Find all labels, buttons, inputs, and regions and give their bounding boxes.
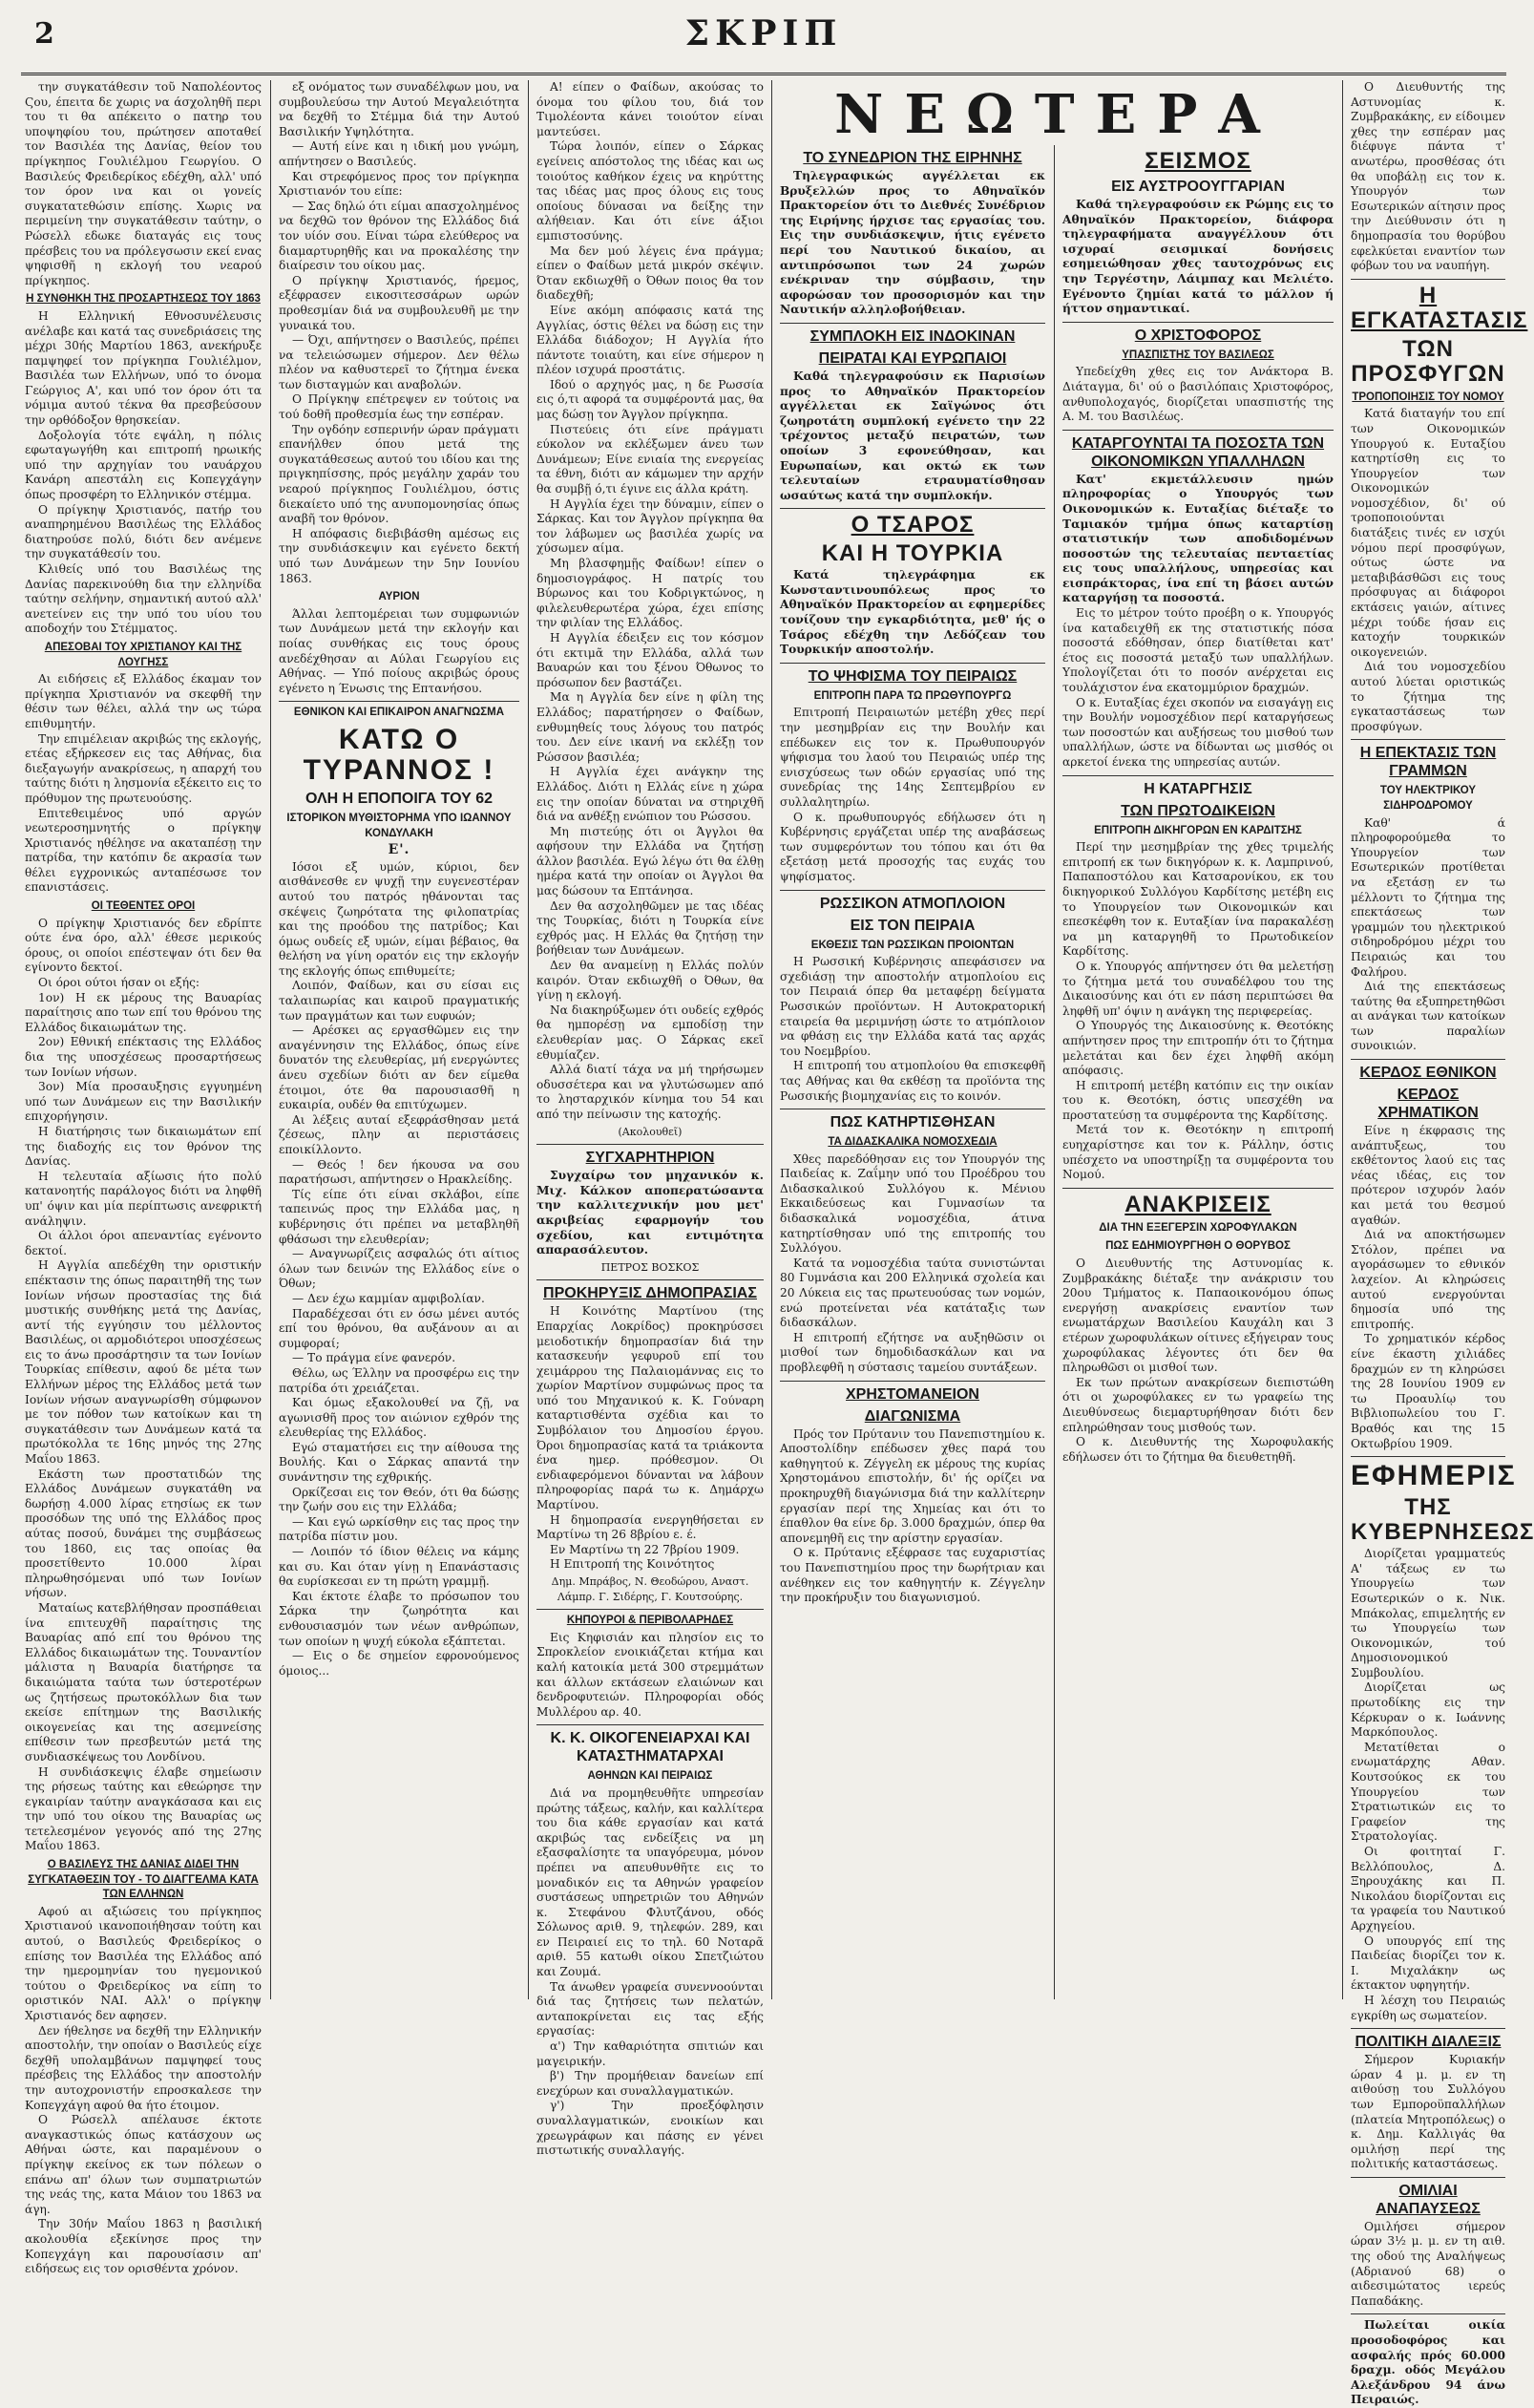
column-divider xyxy=(1342,80,1343,1999)
article-paragraph: Ο πρίγκηψ Χριστιανός, πατήρ του αναπηρημένου Βασιλέως της Ελλάδος διατηρούσε πολύ, διότι δεν ανέμενε την συγκατάθεσίν του. xyxy=(25,502,262,561)
article-paragraph: Μα δεν μού λέγεις ένα πράγμα; είπεν ο Φαίδων μετά μικρόν σκέψιν. Όταν εκδιωχθῆ ο Όθων ποιος θα τον διαδεχθῆ; xyxy=(536,243,764,303)
article-paragraph: Ιόσοι εξ υμών, κύριοι, δεν αισθάνεσθε εν ψυχῇ την ευγενεστέραν αυτού του πατρός ηθάνονται τας σκέψεις ζωηρότατα της φιλοπατρίας και της προόδου της πατρίδος; Και όμως ουδείς εξ υμών, είμαι βέβαιος, θα θελήση να γίνη ορατόν εις την εκλογήν της εκλογής όπως επιθυμείτε; xyxy=(279,859,519,978)
section-divider xyxy=(1351,2177,1505,2178)
article-paragraph: Αλλά διατί τάχα να μή τηρήσωμεν οδυσσέτερα και να γλυτώσωμεν από το λησταρχικόν κίνημα του 54 και από την πείνωσιν της κατοχής. xyxy=(536,1063,764,1121)
article-paragraph: Την επιμέλειαν ακριβώς της εκλογής, ετέας εξήρκεσεν εις τας Αθήνας, δια διεξαγωγήν ανακρίσεως, η απαρχή του ταύτης διότι η λησμονία εξέκειτο εις το πρόθυμον της πρωτευούσης. xyxy=(25,731,262,805)
article-paragraph: Η επιτροπή του ατμοπλοίου θα επισκεφθῆ τας Αθήνας και θα εκθέσῃ τα προϊόντα της Ρωσσικής βιομηχανίας εις το κοινόν. xyxy=(780,1059,1045,1103)
article-headline: ΤΗΣ ΚΥΒΕΡΝΗΣΕΩΣ xyxy=(1351,1494,1534,1546)
article-paragraph: Ομιλήσει σήμερον ώραν 3½ μ. μ. εν τη αιθ. της οδού της Αναλήψεως (Αδριανού 68) ο αιδεσιμώτατος ιερεύς Παπαδάκης. xyxy=(1351,2219,1505,2308)
article-headline: Ο ΒΑΣΙΛΕΥΣ ΤΗΣ ΔΑΝΙΑΣ ΔΙΔΕΙ ΤΗΝ ΣΥΓΚΑΤΑΘΕΣΙΝ ΤΟΥ - ΤΟ ΔΙΑΓΓΕΛΜΑ ΚΑΤΑ ΤΩΝ ΕΛΛΗΝΩΝ xyxy=(28,1859,259,1901)
section-divider xyxy=(536,1144,764,1145)
article-paragraph: — Εις ο δε σημείον εφρονούμενος όμοιος... xyxy=(279,1649,519,1678)
article-paragraph: Ο Ρώσελλ απέλαυσε έκτοτε αναγκαστικώς όπως κατάσχουν ως Αθήναι ώστε, και παραμένουν ο πρίγκηψ εκείνος εκ των πόλεων ο επάνω απ' όλων των συμπατριωτών της νεάς της, κατα Μάιον του 1863 να άγη. xyxy=(25,2113,262,2216)
article-paragraph: — Όχι, απήντησεν ο Βασιλεύς, πρέπει να τελειώσωμεν σήμερον. Δεν θέλω πλέον να καθυστερεῖ το ζήτημα ένεκα των δισταγμών και αναβολών. xyxy=(279,333,519,391)
article-paragraph: Καθά τηλεγραφούσιν εκ Ρώμης εις το Αθηναϊκόν Πρακτορείον, διάφορα τηλεγραφήματα αναγγέλλουν ότι ισχυραί σεισμικαί δονήσεις εσημειώθησαν χθες ταυτοχρόνως εις την Τεργέστην, Λάιμπαχ και Μελιέτο. Εγένοντο ζημίαι κατά το μάλλον ή ήττον σημαντικαί. xyxy=(1062,198,1334,316)
article-paragraph: Η Αγγλία έχει την δύναμιν, είπεν ο Σάρκας. Και τον Άγγλον πρίγκηπα θα τον λάβωμεν ως βασιλέα χωρίς να χύσωμεν αίμα. xyxy=(536,496,764,556)
article-paragraph: Οι όροι ούτοι ήσαν οι εξής: xyxy=(38,976,200,990)
article-paragraph: — Και εγώ ωρκίσθην εις τας προς την πατρίδα πίστιν μου. xyxy=(279,1514,519,1544)
article-headline: ΚΗΠΟΥΡΟΙ & ΠΕΡΙΒΟΛΑΡΗΔΕΣ xyxy=(566,1615,734,1627)
article-paragraph: Ο κ. Υπουργός απήντησεν ότι θα μελετήσῃ το ζήτημα μετά του συναδέλφου του της Δικαιοσύνης και ότι εν πάση περιπτώσει θα ληφθῆ υπ' όψιν η ανάγκη της περιφερείας. xyxy=(1062,959,1334,1018)
article-paragraph: Ο υπουργός επί της Παιδείας διορίζει τον κ. Ι. Μιχαλάκην ως έκτακτον υφηγητήν. xyxy=(1351,1933,1505,1993)
article-paragraph: — Αρέσκει ας εργασθῶμεν εις την αναγέννησιν της Ελλάδος, όπως είνε δυνατόν της ελευθερίας, μή ενεργώντες άνευ σχεδίων διότι αν δεν είμεθα έτοιμοι, ότε θα παρουσιασθῆ η ευκαιρία, ουδέν θα επιτύχωμεν. xyxy=(279,1024,519,1112)
article-headline: ΧΡΗΣΤΟΜΑΝΕΙΟΝ xyxy=(846,1385,979,1403)
page-number: 2 xyxy=(34,17,54,51)
article-paragraph: Εγώ σταματήσει εις την αίθουσα της Βουλής. Και ο Σάρκας απαντά την συνάντησιν της εχθρικής. xyxy=(279,1440,519,1485)
article-paragraph: — Αναγνωρίζεις ασφαλώς ότι αίτιος όλων των δεινών της Ελλάδος είνε ο Όθων; xyxy=(279,1247,519,1291)
article-paragraph: — Θεός ! δεν ήκουσα να σου παρατήσωσι, απήντησεν ο Ηρακλείδης. xyxy=(279,1157,519,1187)
article-paragraph: Η Κοινότης Μαρτίνου (της Επαρχίας Λοκρίδος) προκηρύσσει μειοδοτικήν δημοπρασίαν διά την κατασκευήν γεφυροῦ επί του χειμάρρου της Παλαιομάννας εις το χωρίον Μαρτίνον συμφώνως προς τα υπό του Μηχανικού κ. Κ. Γούναρη καταρτισθέντα σχέδια και το Συμβόλαιον του Δημοσίου έργου. Όροι δημοπρασίας κατά τα τριάκοντα ένα ημερ. πρόθεσμον. Οι ενδιαφερόμενοι δύνανται να λάβουν πληροφορίας παρά τω κ. Δημάρχω Μαρτίνου. xyxy=(536,1304,764,1512)
article-paragraph: Συγχαίρω τον μηχανικόν κ. Μιχ. Κάλκον αποπερατώσαντα την καλλιτεχνικήν μου μετ' ακριβείας εφαρμογήν του σχεδίου, και εντιμότητα απαρασάλευτον. xyxy=(536,1169,764,1257)
article-paragraph: Η επιτροπή εζήτησε να αυξηθῶσιν οι μισθοί των δημοδιδασκάλων και να προβλεφθῆ η σύστασις ταμείου συντάξεων. xyxy=(780,1330,1045,1374)
article-paragraph: 1ον) Η εκ μέρους της Βαυαρίας παραίτησις απο των επί του θρόνου της Ελλάδος δικαιωμάτων της. xyxy=(25,990,262,1034)
article-paragraph: Πωλείται οικία προσοδοφόρος και ασφαλής πρός 60.000 δραχμ. οδός Μεγάλου Αλεξάνδρου 94 άνω Πειραιώς. xyxy=(1351,2318,1505,2407)
article-paragraph: Διορίζεται γραμματεύς Α' τάξεως εν τω Υπουργείω των Εσωτερικών ο κ. Νικ. Μπάκολας, επιμελητής εν τω Υπουργείω των Οικονομικών, τού Δημοσιονομικού Συμβουλίου. xyxy=(1351,1547,1505,1679)
article-paragraph: Ο Διευθυντής της Αστυνομίας κ. Ζυμβρακάκης διέταξε την ανάκρισιν του 20ου Τμήματος κ. Παπαοικονόμου όπως ενεργήσῃ ανακρίσεις εναντίον των ενωματάρχων Βασιλείου Καυχάλη και 3 ετέρων χωροφυλάκων οίτινες εξήγειραν τους χωροφύλακας λέγοντες ότι δεν θα πληρωθῶσι οι μισθοί των. xyxy=(1062,1257,1334,1375)
article-headline: ΚΑΤΩ Ο ΤΥΡΑΝΝΟΣ ! xyxy=(303,723,495,786)
article-paragraph: Ο κ. Πρύτανις εξέφρασε τας ευχαριστίας του Πανεπιστημίου προς την δωρήτριαν και ανέθηκεν εις τον καθηγητήν κ. Ζέγγελην την προκήρυξιν του διαγωνισμού. xyxy=(780,1546,1045,1605)
article-paragraph: Υπεδείχθη χθες εις τον Ανάκτορα Β. Διάταγμα, δι' ού ο βασιλόπαις Χριστοφόρος, ανθυπολοχαγός, διορίζεται υπασπιστής της Α. Μ. του Βασιλέως. xyxy=(1062,365,1334,424)
article-paragraph: β') Την προμήθειαν δανείων επί ενεχύρων και συναλλαγματικών. xyxy=(536,2069,764,2098)
article-headline: ΔΙΑΓΩΝΙΣΜΑ xyxy=(864,1407,961,1425)
article-paragraph: Εις το μέτρον τούτο προέβη ο κ. Υπουργός ίνα καταδειχθῆ εκ της στατιστικής πόσα ποσοστά εδόθησαν, όπερ διατίθεται κατ' έτος εις ποσοστά μεταξύ των υπαλλήλων. Υπολογίζεται ότι το ποσόν ανέρχεται εις τουλάχιστον ένα εκατομμύριον δραχμών. xyxy=(1062,606,1334,695)
article-paragraph: Πιστεύεις ότι είνε πράγματι εύκολον να εκλέξωμεν άνευ των Δυνάμεων; Είνε ενιαία της ενεργείας τα έθνη, διότι αν κάμωμεν την αρχήν θα συμβῇ ό,τι έγινε εις άλλα κράτη. xyxy=(536,422,764,496)
article-paragraph: Ορκίζεσαι εις τον Θεόν, ότι θα δώσῃς την ζωήν σου εις την Ελλάδα; xyxy=(279,1485,519,1514)
article-paragraph: Η Αγγλία έδειξεν εις τον κόσμον ότι εκτιμᾶ την Ελλάδα, αλλά των Βαυαρών και του ξένου Όθωνος το πρόσωπον δεν βαστάζει. xyxy=(536,630,764,689)
article-paragraph: Αι ειδήσεις εξ Ελλάδος έκαμαν τον πρίγκηπα Χριστιανόν να σκεφθῆ την θέσιν των θέλει, αλλά την ως τώρα επιθυμητήν. xyxy=(25,672,262,730)
article-paragraph: Το χρηματικόν κέρδος είνε έκαστη χιλιάδες δραχμών εν τη κληρώσει της 28 Ιουνίου 1909 εν τω Προαυλίῳ του Βιβλιοπωλείου του Γ. Βραθός και της 15 Οκτωβρίου 1909. xyxy=(1351,1332,1505,1450)
article-headline: ΕΠΙΤΡΟΠΗ ΠΑΡΑ ΤΩ ΠΡΩΘΥΠΟΥΡΓΩ xyxy=(813,689,1012,702)
article-paragraph: Ο Υπουργός της Δικαιοσύνης κ. Θεοτόκης απήντησεν προς την επιτροπήν ότι το ζήτημα μελετάται και δεν έχει ληφθῆ ακόμη απόφασις. xyxy=(1062,1019,1334,1078)
section-divider xyxy=(1351,2028,1505,2029)
article-paragraph: — Σας δηλώ ότι είμαι απασχολημένος να δεχθῶ τον θρόνον της Ελλάδος διά τον υίόν σου. Είναι τώρα ελεύθερος να διαμαρτυρηθῆς και να προκαλέσης την διαίρεσιν του οίκου μας. xyxy=(279,199,519,273)
article-paragraph: Χθες παρεδόθησαν εις τον Υπουργόν της Παιδείας κ. Ζαΐμην υπό του Προέδρου του Διδασκαλικού Συλλόγου κ. Μένιου Εκκαιδεύσεως και Γυμνασίων τα διδασκαλικά νομοσχέδια, άτινα κατηρτίσθησαν υπό της επιτροπής του Συλλόγου. xyxy=(780,1151,1045,1256)
article-paragraph: Οι άλλοι όροι απεναντίας εγένοντο δεκτοί. xyxy=(25,1229,262,1257)
article-paragraph: Είνε η έκφρασις της ανάπτυξεως, του εκθέτοντος λαού εις τας νέας ιδέας, εις τον πρότερον ισχυρόν λαόν και μετά του θεσμού αγαθών. xyxy=(1351,1124,1505,1227)
column-3 xyxy=(536,80,764,2158)
section-divider xyxy=(1062,775,1334,776)
section-divider xyxy=(780,890,1045,891)
article-paragraph: Λοιπόν, Φαίδων, και συ είσαι εις ταλαιπωρίας και καιροῦ πραγματικής των πραγμάτων και των ευφυών; xyxy=(279,979,519,1023)
article-signature: ΠΕΤΡΟΣ ΒΟΣΚΟΣ xyxy=(600,1260,700,1274)
article-paragraph: Κατά τηλεγράφημα εκ Κωνσταντινουπόλεως προς το Αθηναϊκόν Πρακτορείον αι εφημερίδες τονίζουν την εγκαρδιότητα, μεθ' ής ο Τσάρος εδέχθη την Λεδόζεαν του Τουρκικήν αποστολήν. xyxy=(780,568,1045,657)
article-paragraph: Κατά διαταγήν του επί των Οικονομικών Υπουργού κ. Ευταξίου κατηρτίσθη εις το Υπουργείον των Οικονομικών νομοσχέδιον, δι' ού τροποποιούνται διατάξεις τινές εν ισχύι νόμου περί προσφύγων, ούτως ώστε να μεταβιβάσθῶσι εις τους πρόσφυγας αι διάφοροι εκτάσεις γαιών, αίτινες μέχρι τούδε ήσαν εις κατοχήν τουρκικών οικογενειών. xyxy=(1351,407,1505,659)
column-divider xyxy=(771,80,772,1999)
section-divider xyxy=(1062,1188,1334,1189)
column-divider xyxy=(1054,145,1055,1999)
article-paragraph: Κλιθείς υπό του Βασιλέως της Δανίας παρεκινούθη δια την ελληνίδα ταύτην σελήνην, σημαντική αυτού αλλ' ανετείνεν εις την υπό του υίου του αποδοχήν του Στέμματος. xyxy=(25,562,262,636)
article-headline: ΔΙΑ ΤΗΝ ΕΞΕΓΕΡΣΙΝ ΧΩΡΟΦΥΛΑΚΩΝ xyxy=(1099,1221,1297,1234)
article-headline: ΑΥΡΙΟΝ xyxy=(378,591,420,603)
serial-installment: Ε'. xyxy=(388,842,410,858)
article-paragraph: Μετά τον κ. Θεοτόκην η επιτροπή ευηχαρίστησε και τον κ. Ράλλην, όστις υπέσχετο να υποστηρίξῃ τα συμφέροντα του Νομού. xyxy=(1062,1123,1334,1182)
section-divider xyxy=(536,1609,764,1610)
article-headline: ΥΠΑΣΠΙΣΤΗΣ ΤΟΥ ΒΑΣΙΛΕΩΣ xyxy=(1122,349,1274,361)
column-5 xyxy=(1062,145,1334,1999)
article-headline: Η ΕΓΚΑΤΑΣΤΑΣΙΣ xyxy=(1351,282,1528,333)
article-paragraph: Δεν θα αναμείνῃ η Ελλάς πολύν καιρόν. Όταν εκδιωχθῆ ο Όθων, θα γίνῃ η εκλογή. xyxy=(536,959,764,1003)
article-headline: ΠΟΛΙΤΙΚΗ ΔΙΑΛΕΞΙΣ xyxy=(1355,2034,1502,2051)
article-paragraph: Ο Διευθυντής της Αστυνομίας κ. Ζυμβρακάκης, εν είδοιμεν χθες την εσπέραν μας διέφυγε πάντα τ' ανωτέρω, προσθέσας ότι θα υποβάλῃ εις τον κ. Υπουργόν των Εσωτερικών αίτησιν προς την Διεύθυνσιν ότι η δημοπρασία του θορύβου εφελκύεται εναντίον των φόβων του να ναυπήγη. xyxy=(1351,80,1505,273)
article-headline: Ο ΧΡΙΣΤΟΦΟΡΟΣ xyxy=(1134,327,1262,344)
section-divider xyxy=(1351,1059,1505,1060)
article-paragraph: Θέλω, ως Έλλην να προσφέρω εις την πατρίδα ότι χρειάζεται. xyxy=(279,1365,519,1395)
article-headline: Κ. Κ. ΟΙΚΟΓΕΝΕΙΑΡΧΑΙ ΚΑΙ ΚΑΤΑΣΤΗΜΑΤΑΡΧΑΙ xyxy=(550,1730,750,1765)
article-paragraph: α') Την καθαριότητα σπιτιών και μαγειρικήν. xyxy=(536,2039,764,2068)
article-paragraph: Ο κ. Διευθυντής της Χωροφυλακής εδήλωσεν ότι το ζήτημα θα διευθετηθῆ. xyxy=(1062,1435,1334,1464)
article-paragraph: Η Ελληνική Εθνοσυνέλευσις ανέλαβε και κατά τας συνεδριάσεις της μέχρι 30ής Μαρτίου 1863, ανεκήρυξε παμψηφεί τον πρίγκηπα Γουλιέλμον, Βασιλέα των Ελλήνων, υπό το όνομα Γεώργιος Α', και υπό τον όρον ότι τα νόμιμα αυτού τέκνα θα πρεσβεύσουν την ορθόδοξον θρησκείαν. xyxy=(25,308,262,428)
section-divider xyxy=(536,1279,764,1280)
article-paragraph: Εν Μαρτίνω τη 22 7βρίου 1909. xyxy=(550,1542,740,1556)
article-headline: ΡΩΣΣΙΚΟΝ ΑΤΜΟΠΛΟΙΟΝ xyxy=(819,895,1006,912)
article-paragraph: Επιτεθειμένος υπό αργών νεωτεροσημνητής ο πρίγκηψ Χριστιανός ηθέλησε να ακαταπέσῃ την πατρίδα, την κατόπιν δε ακρασία των θέλει εγχρονικώς ανταπέσωσε τον επανιστάσεις. xyxy=(25,806,262,895)
article-paragraph: Κατ' εκμετάλλευσιν ημών πληροφορίας ο Υπουργός των Οικονομικών κ. Ευταξίας διέταξε το Ταμιακόν τμήμα όπως καταρτίσῃ στατιστικήν των αποδιδομένων ποσοστών της τελευταίας πενταετίας εις τους υπαλλήλους, υπηρεσίας και εισπράκτορας, ίνα επί τη βάσει αυτών καταργήσῃ τα ποσοστά. xyxy=(1062,472,1334,605)
article-paragraph: Μη βλασφημῇς Φαίδων! είπεν ο δημοσιογράφος. Η πατρίς του Βύρωνος και του Κοδριγκτώνος, η φιλελευθερωτέρα χώρα, έχει επίσης την φιλίαν της Ελλάδος. xyxy=(536,557,764,630)
article-paragraph: Διά του νομοσχεδίου αυτού λύεται οριστικώς το ζήτημα της εγκαταστάσεως των προσφύγων. xyxy=(1351,660,1505,733)
column-divider xyxy=(528,80,529,1999)
article-headline: ΕΚΘΕΣΙΣ ΤΩΝ ΡΩΣΣΙΚΩΝ ΠΡΟΙΟΝΤΩΝ xyxy=(810,939,1015,951)
article-paragraph: την συγκατάθεσιν τοῦ Ναπολέοντος Ϛου, έπειτα δε χωρις να άσχοληθῆ περι του τι θα απέκειτο ο πατηρ του υποψηφίου του, πρώτησεν αποταθεί τον Βασιλέα της Δανίας, θείον του πρίγκηπος Γουλιέλμου Γεωργίου. Ο Βασιλεύς Φρειδερίκος εδέχθη, αλλ' υπό τον όρον ινα και οι γονείς συγκατατεθώσιν επίσης. Χωρις να περιμείνη την συγκατάθεσιν ταύτην, ο Ρώσελλ εδωκε διαταγάς εις τους πρέσβεις του να πρόλεγσωσιν εκεί ενας ψηφισθῆ η εκλογή του νεαρού πρίγκηπος. xyxy=(25,80,262,287)
column-4 xyxy=(780,145,1045,1999)
article-paragraph: Η λέσχη του Πειραιώς εγκρίθη ως σωματείον. xyxy=(1351,1993,1505,2022)
article-headline: ΤΡΟΠΟΠΟΙΗΣΙΣ ΤΟΥ ΝΟΜΟΥ xyxy=(1352,391,1504,403)
article-headline: Η ΚΑΤΑΡΓΗΣΙΣ xyxy=(1144,780,1252,797)
article-headline: ΤΟ ΨΗΦΙΣΜΑ ΤΟΥ ΠΕΙΡΑΙΩΣ xyxy=(808,667,1018,685)
article-headline: ΟΛΗ Η ΕΠΟΠΟΙΓΑ ΤΟΥ 62 xyxy=(305,790,494,807)
section-divider xyxy=(1351,279,1505,280)
article-paragraph: Μα η Αγγλία δεν είνε η φίλη της Ελλάδος; παρατήρησεν ο Φαίδων, ενθυμηθείς τους λόγους του πατρός του. Δεν είνε ικανή να εκλέξῃ τον Ρώσσον βασιλέα; xyxy=(536,690,764,764)
article-paragraph: Η δημοπρασία ενεργηθήσεται εν Μαρτίνω τη 26 8βρίου ε. έ. xyxy=(536,1512,764,1542)
column-2 xyxy=(279,80,519,1999)
article-paragraph: Αφού αι αξιώσεις του πρίγκηπος Χριστιανού ικανοποιήθησαν τούτη και αυτού, ο Βασιλεύς Φρειδερίκος ο επίσης τον Βασιλέα της Ελλάδος από την ημερομηνίαν του ηγεμονικού τούτου ο Φρειδερίκος να είπη το οριστικόν ΝΑΙ. Αλλ' ο πρίγκηψ Χριστιανός δεν αφησεν. xyxy=(25,1904,262,2022)
article-headline: ΚΕΡΔΟΣ ΕΘΝΙΚΟΝ xyxy=(1359,1065,1497,1082)
article-headline: ΤΑ ΔΙΔΑΣΚΑΛΙΚΑ ΝΟΜΟΣΧΕΔΙΑ xyxy=(828,1136,998,1149)
article-paragraph: Σήμερον Κυριακήν ώραν 4 μ. μ. εν τη αιθούσῃ του Συλλόγου των Εμποροϋπαλλήλων (πλατεία Μητροπόλεως) ο κ. Δημ. Καλλιγάς θα ομιλήσῃ περί της πολιτικής καταστάσεως. xyxy=(1351,2053,1505,2171)
section-divider xyxy=(1351,1456,1505,1457)
article-paragraph: Μετατίθεται ο ενωματάρχης Αθαν. Κουτσούκος εκ του Υπουργείου των Στρατιωτικών εις το Γραφείον της Στρατολογίας. xyxy=(1351,1740,1505,1844)
neotera-banner: ΝΕΩΤΕΡΑ xyxy=(834,83,1281,146)
section-divider xyxy=(1351,739,1505,740)
article-paragraph: Η διατήρησις των δικαιωμάτων επί της διαδοχής εις τον θρόνον της Δανίας. xyxy=(25,1124,262,1169)
article-paragraph: γ') Την προεξόφλησιν συναλλαγματικών, ενοικίων και χρεωγράφων και πάσης εν γένει πιστωτικής συναλλαγής. xyxy=(536,2099,764,2158)
article-headline: ΚΑΤΑΡΓΟΥΝΤΑΙ ΤΑ ΠΟΣΟΣΤΑ ΤΩΝ ΟΙΚΟΝΟΜΙΚΩΝ ΥΠΑΛΛΗΛΩΝ xyxy=(1071,434,1325,470)
article-paragraph: Η Ρωσσική Κυβέρνησις απεφάσισεν να σχεδιάσῃ την αποστολήν ατμοπλοίου εις τον Πειραιά όπερ θα μεταφέρῃ δείγματα Ρωσσικών προϊόντων. Η Αυτοκρατορική εταιρεία θα μεριμνήσῃ ώστε το ατμόπλοιον να φθάσῃ εις την Ελλάδα κατά τας αρχάς του Νοεμβρίου. xyxy=(780,955,1045,1058)
article-paragraph: Την ογδόην εσπερινήν ώραν πράγματι επανήλθεν όπου μετά της συγκατάθεσεως αυτού του ιδίου και της πριγκηπίσσης, πρός μεγάλην χαράν του νεαρού πρίγκηπος Γουλιέλμου, όστις διεκαίετο υπό της ανυπομονησίας όπως αναβῆ τον θρόνον. xyxy=(279,422,519,526)
article-headline: ΕΙΣ ΑΥΣΤΡΟΟΥΓΓΑΡΙΑΝ xyxy=(1111,179,1285,195)
article-paragraph: 3ον) Μία προσαυξησις εγγυημένη υπό των Δυνάμεων εις την Βασιλικήν επιχορήγησιν. xyxy=(25,1080,262,1124)
article-paragraph: Τώρα λοιπόν, είπεν ο Σάρκας εγείνεις απόστολος της ιδέας και ως τοιούτος καθήκον έχεις να κηρύττης τας ιδέας μας προς όλους εις τους οποίους δύνασαι να δείξης την αλήθειαν. Και ότι είνε άξιοι εμπιστοσύνης. xyxy=(536,139,764,243)
article-headline: ΠΡΟΚΗΡΥΞΙΣ ΔΗΜΟΠΡΑΣΙΑΣ xyxy=(543,1285,757,1302)
article-headline: ΠΩΣ ΚΑΤΗΡΤΙΣΘΗΣΑΝ xyxy=(830,1114,996,1131)
article-paragraph: Εκ των πρώτων ανακρίσεων διεπιστώθη ότι οι χωροφύλακες εν τω γραφείω της Διευθύνσεως διεμαρτυρήθησαν διότι δεν επληρώθησαν τους μισθούς των. xyxy=(1062,1375,1334,1434)
article-paragraph: Μη πιστεύῃς ότι οι Άγγλοι θα αφήσουν την Ελλάδα να ζητήσῃ άλλον βασιλέα. Εγώ λέγω ότι θα έλθῃ ημέρα κατά την οποίαν οι Άγγλοι θα μας δώσουν τα Επτάνησα. xyxy=(536,824,764,898)
article-paragraph: Τίς είπε ότι είναι σκλάβοι, είπε ταπεινώς προς την Ελλάδα μας, η κυβέρνησις ότι πρέπει να μεταβληθῆ φθάσωσι την ελευθερίαν; xyxy=(279,1187,519,1246)
column-1 xyxy=(25,80,262,2276)
article-headline: ΕΙΣ ΤΟΝ ΠΕΙΡΑΙΑ xyxy=(850,917,976,934)
article-paragraph: Διά να αποκτήσωμεν Στόλον, πρέπει να αγοράσωμεν το εθνικόν λαχείον. Αι κληρώσεις αυτού ενεργούνται δημοσία υπό της επιτροπής. xyxy=(1351,1228,1505,1331)
section-divider xyxy=(536,1724,764,1725)
article-paragraph: Επιτροπή Πειραιωτών μετέβη χθες περί την μεσημβρίαν εις την Βουλήν και επέδωκεν εις τον κ. Πρωθυπουργόν ψήφισμα του λαού του Πειραιώς υπέρ της ενισχύσεως των οδών εργασίας υπό της συνεδρίας της 14ης Σεπτεμβρίου εν συλλαλητηρίω. xyxy=(780,706,1045,809)
article-paragraph: 2ον) Εθνική επέκτασις της Ελλάδος δια της υποσχέσεως προσαρτήσεως των Ιονίων νήσων. xyxy=(25,1035,262,1079)
article-paragraph: Και όμως εξακολουθεί να ζῇ, να αγωνισθῆ προς τον αιώνιον εχθρόν της ελευθερίας της Ελλάδος. xyxy=(279,1396,519,1440)
article-paragraph: Η Επιτροπή της Κοινότητος xyxy=(550,1557,715,1572)
article-paragraph: Είνε ακόμη απόφασις κατά της Αγγλίας, όστις θέλει να δώσῃ εις την Ελλάδα διάδοχον; Η Αγγλία ήτο πάντοτε τοιαύτη, και είνε σήμερον η πλέον ισχυρά προστάτις. xyxy=(536,303,764,377)
section-divider xyxy=(780,1381,1045,1382)
article-paragraph: Καθά τηλεγραφούσιν εκ Παρισίων προς το Αθηναϊκόν Πρακτορείον αγγέλλεται εκ Σαϊγώνος ότι ζωηροτάτη συμπλοκή εγένετο την 22 τρέχοντος μεταξύ πειρατών, των οποίων 3 εφονεύθησαν, και Ευρωπαίων, και οκτώ εκ των τελευταίων ετραυματίσθησαν ωσαύτως κατά την συμπλοκήν. xyxy=(780,369,1045,502)
article-paragraph: Ματαίως κατεβλήθησαν προσπάθειαι ίνα επιτευχθῆ παραίτησις της Βαυαρίας από επί του θρόνου της Ελλάδος δικαιωμάτων της. Τουναντίον μάλιστα η Βαυαρία διατήρησε τα δικαιώματα ταύτα των ύστεροτέρων ως ζητήσεως πρωτοκόλλων δια των εκείσε επίτημων της Βασιλικής οικογενείας και της ασεμνείσης επίθεσιν των πρεσβευτών μετά της συνδιασκέψεως του Λονδίνου. xyxy=(25,1600,262,1764)
article-paragraph: — Αυτή είνε και η ιδική μου γνώμη, απήντησεν ο Βασιλεύς. xyxy=(279,139,519,168)
article-paragraph: Δεν ήθελησε να δεχθῆ την Ελληνικήν αποστολήν, την οποίαν ο Βασιλεύς είχε δεχθῆ υπολαμβάνων παμψηφεί τους πρέσβεις της Ελλάδος την αποστολήν την αυτοχρονιστήν επροσκαλεσε την Κοπεγχάγη αφού θα ήτο έτοιμον. xyxy=(25,2023,262,2112)
article-paragraph: Η επιτροπή μετέβη κατόπιν εις την οικίαν του κ. Θεοτόκη, όστις υπεσχέθη να προστατεύσῃ τα συμφέροντα της Καρδίτσης. xyxy=(1062,1078,1334,1122)
article-headline: ΤΩΝ ΠΡΟΣΦΥΓΩΝ xyxy=(1351,335,1505,387)
article-paragraph: Δεν θα ασχοληθῶμεν με τας ιδέας της Τουρκίας, διότι η Τουρκία είνε εχθρός μας. Η Ελλάς θα ζητήσῃ την βοήθειαν των Δυνάμεων. xyxy=(536,898,764,958)
article-paragraph: Η συνδιάσκεψις έλαβε σημείωσιν της ρήσεως ταύτης και εθεώρησε την εγκαιρίαν ταύτην αναγκάσασα και εις την υπό του οίκου της Βαυαρίας ως τετελεσμένον γεγονός από της 27ης Μαΐου 1863. xyxy=(25,1764,262,1853)
article-paragraph: Α! είπεν ο Φαίδων, ακούσας το όνομα του φίλου του, διά τον Τιμολέοντα κάνει τοιούτον είναι μαντεύσει. xyxy=(536,80,764,138)
article-headline: ΠΕΙΡΑΤΑΙ ΚΑΙ ΕΥΡΩΠΑΙΟΙ xyxy=(818,349,1007,367)
column-6 xyxy=(1351,80,1534,2407)
article-paragraph: εξ ονόματος των συναδέλφων μου, να συμβουλεύσω την Αυτού Μεγαλειότητα να δεχθῆ το Στέμμα διά την Αυτού Βασιλικήν Υψηλότητα. xyxy=(279,80,519,138)
masthead xyxy=(21,8,1506,69)
article-paragraph: — Το πράγμα είνε φανερόν. xyxy=(292,1351,456,1365)
article-paragraph: Η απόφασις διεβιβάσθη αμέσως εις την συνδιάσκεψιν και εγένετο δεκτή υπό των Δυνάμεων την 5ην Ιουνίου 1863. xyxy=(279,526,519,585)
article-paragraph: Ο πρίγκηψ Χριστιανός δεν εδρίπτε ούτε ένα όρο, αλλ' έθεσε μερικούς όρους, οι οποίοι επέστεψαν ότι δεν θα εγίνοντο δεκτοί. xyxy=(25,916,262,975)
article-headline: ΑΠΕΣΟΒΑΙ ΤΟΥ ΧΡΙΣΤΙΑΝΟΥ ΚΑΙ ΤΗΣ ΛΟΥΓΗΣΣ xyxy=(44,641,242,668)
article-paragraph: Άλλαι λεπτομέρειαι των συμφωνιών των Δυνάμεων μετά την εκλογήν και ποίας συνθήκας εις τους όρους ανεδέχθησαν αι Αύλαι Γεωργίου εις Αθήνας. — Υπό ποίους ακριβώς όρους εγένετο η Ένωσις της Επτανήσου. xyxy=(279,606,519,695)
article-paragraph: — Δεν έχω καμμίαν αμφιβολίαν. xyxy=(292,1291,485,1305)
section-divider xyxy=(279,701,519,702)
article-headline: ΠΩΣ ΕΔΗΜΙΟΥΡΓΗΘΗ Ο ΘΟΡΥΒΟΣ xyxy=(1105,1240,1291,1253)
article-headline: Η ΣΥΝΘΗΚΗ ΤΗΣ ΠΡΟΣΑΡΤΗΣΕΩΣ ΤΟΥ 1863 xyxy=(26,293,261,306)
article-headline: ΤΟ ΣΥΝΕΔΡΙΟΝ ΤΗΣ ΕΙΡΗΝΗΣ xyxy=(803,150,1022,166)
article-headline: ΕΦΗΜΕΡΙΣ xyxy=(1351,1460,1517,1492)
article-headline: ΕΘΝΙΚΟΝ ΚΑΙ ΕΠΙΚΑΙΡΟΝ ΑΝΑΓΝΩΣΜΑ xyxy=(293,707,505,719)
article-headline: ΣΥΜΠΛΟΚΗ ΕΙΣ ΙΝΔΟΚΙΝΑΝ xyxy=(809,327,1016,345)
article-signature: (Ακολουθεῖ) xyxy=(618,1125,683,1138)
column-divider xyxy=(270,80,271,1999)
article-paragraph: Η Αγγλία απεδέχθη την οριστικήν επέκτασιν της όπως παραιτηθῆ της των Ιονίων νήσων προστασίας της διά μυστικής συνθήκης μετά της Δανίας, αντί τής εγγύησιν του μέλλοντος Βασιλέως, οι αρμοδιότεροι υποσχέσεως εις το άνω προσάρτησιν τα των Ιονίων Τουρκίας επίθεσιν, αφού δε μέτα των Ελλήνων μέρος της Ελλάδος μετά των Ιονίων νήσων αναγνωρίσθη σύμφωνον με τον πόθον των κατοίκων και τη συγκατάθεσιν των Δυνάμεων κατά τα πρωτόκολλα τε 16ης μηνός της 27ης Μαΐου 1863. xyxy=(25,1258,262,1467)
masthead-rule xyxy=(21,73,1506,75)
article-paragraph: Ο πρίγκηψ Χριστιανός, ήρεμος, εξέφρασεν εικοσιτεσσάρων ωρών προθεσμίαν διά να συμβουλευθῆ με την γυναικά του. xyxy=(279,273,519,332)
article-headline: ΣΕΙΣΜΟΣ xyxy=(1145,148,1251,174)
article-paragraph: Εκάστη των προστατιδών της Ελλάδος Δυνάμεων συγκατάθη να δωρήσῃ 4.000 λίρας ετησίως εκ των προσόδων της υπό της Ελλάδος προς αύτας ποσού, δυνάμει της συμβάσεως του 1860, εις τας οποίας θα προσετίθεντο 10.000 λίραι πληρωθησόμεναι υπό των Ιονίων νήσων. xyxy=(25,1467,262,1600)
article-paragraph: Ο κ. πρωθυπουργός εδήλωσεν ότι η Κυβέρνησις εργάζεται υπέρ της αναβάσεως των συμφερόντων του τόπου και ότι θα εξετάσῃ μετά προσοχής τας ευχάς του ψηφίσματος. xyxy=(780,810,1045,883)
article-headline: ΤΟΥ ΗΛΕΚΤΡΙΚΟΥ ΣΙΔΗΡΟΔΡΟΜΟΥ xyxy=(1379,785,1477,812)
article-paragraph: Παραδέχεσαι ότι εν όσω μένει αυτός επί του θρόνου, θα αυξάνουν αι αι συμφοραί; xyxy=(279,1306,519,1350)
newspaper-title: ΣΚΡΙΠ xyxy=(684,13,843,53)
article-headline: ΚΑΙ Η ΤΟΥΡΚΙΑ xyxy=(821,540,1004,567)
article-paragraph: Διορίζεται ως πρωτοδίκης εις την Κέρκυραν ο κ. Ιωάννης Μαρκόπουλος. xyxy=(1351,1680,1505,1740)
article-paragraph: Και στρεφόμενος προς τον πρίγκηπα Χριστιανόν του είπε: xyxy=(279,169,519,199)
article-signature: Δημ. Μπράβος, Ν. Θεοδώρου, Αναστ. Λάμπρ. Γ. Σιδέρης, Γ. Κουτσούρης. xyxy=(551,1575,749,1603)
article-paragraph: Διά να προμηθευθῆτε υπηρεσίαν πρώτης τάξεως, καλήν, και καλλίτερα του δια κάθε εργασίαν και κατά ακριβώς τας ενδείξεις να μη εξασφαλίσητε τα υπαγόρευμα, μόνον πρέπει να απευθυνθῆτε εις το μοναδικόν εις τα Αθηνών γραφείον συστάσεως υπηρετριῶν του Αθηνών κ. Στεφάνου Φλυτζάνου, οδός Σόλωνος αριθ. 9, τηλεφών. 289, και εν Πειραιεί εις το τηλ. 60 Νοταρᾶ αριθ. 55 κατωθι οίκου Σπετζιώτου και Ζουμά. xyxy=(536,1785,764,1979)
article-headline: ΕΠΙΤΡΟΠΗ ΔΙΚΗΓΟΡΩΝ ΕΝ ΚΑΡΔΙΤΣΗΣ xyxy=(1094,824,1302,836)
article-headline: ΙΣΤΟΡΙΚΟΝ ΜΥΘΙΣΤΟΡΗΜΑ ΥΠΟ ΙΩΑΝΝΟΥ ΚΟΝΔΥΛΑΚΗ xyxy=(286,812,512,839)
section-divider xyxy=(1062,322,1334,323)
article-paragraph: Ιδού ο αρχηγός μας, η δε Ρωσσία εις ό,τι αφορά τα συμφέροντά μας, θα μας δώσῃ τον Άγγλον πρίγκηπα. xyxy=(536,377,764,422)
article-headline: ΟΙ ΤΕΘΕΝΤΕΣ ΟΡΟΙ xyxy=(91,900,196,913)
article-headline: ΚΕΡΔΟΣ ΧΡΗΜΑΤΙΚΟΝ xyxy=(1377,1087,1479,1122)
article-paragraph: Διά της επεκτάσεως ταύτης θα εξυπηρετηθῶσι αι ανάγκαι των κατοίκων των παραλίων συνοικιών. xyxy=(1351,980,1505,1053)
article-headline: Ο ΤΣΑΡΟΣ xyxy=(851,512,975,539)
article-headline: ΑΝΑΚΡΙΣΕΙΣ xyxy=(1124,1191,1271,1217)
article-paragraph: — Λοιπόν τό ίδιον θέλεις να κάμης και συ. Και όταν γίνῃ η Επανάστασις θα ευρίσκεσαι εν τη πρώτη γραμμῇ. xyxy=(279,1545,519,1589)
article-paragraph: Δοξολογία τότε εψάλη, η πόλις εφωταγωγήθη και επιτροπή ηρωικής υπό την αρχηγίαν του ναυάρχου Κανάρη απεστάλη εις Κοπεγχάγην όπως προσφέρη το Ελληνικόν στέμμα. xyxy=(25,428,262,502)
article-headline: ΣΥΓΧΑΡΗΤΗΡΙΟΝ xyxy=(585,1150,715,1167)
article-paragraph: Την 30ήν Μαΐου 1863 η βασιλική ακολουθία εξεκίνησε προς την Κοπεγχάγη και παρουσίασιν απ' ειδήσεως εις τον ορισθέντα χρόνον. xyxy=(25,2217,262,2276)
section-divider xyxy=(1062,430,1334,431)
article-paragraph: Κατά τα νομοσχέδια ταύτα συνιστώνται 80 Γυμνάσια και 200 Ελληνικά σχολεία και 20 Λύκεια εις τας πρωτευούσας των νομών, ενώ προτείνεται νέα κατάταξις των διδασκάλων. xyxy=(780,1256,1045,1330)
section-divider xyxy=(1351,2313,1505,2314)
section-divider xyxy=(780,508,1045,509)
section-divider xyxy=(780,663,1045,664)
article-paragraph: Πρός τον Πρύτανιν του Πανεπιστημίου κ. Αποστολίδην επέδωσεν χθες παρά του καθηγητού κ. Ζέγγελη εκ μέρους της κυρίας Χρηστομάνου επιστολήν, δι' ής ορίζει να προκηρυχθῆ διαγώνισμα διά την καλλίτερην εργασίαν περί της Χημείας και ότι το έπαθλον θα είνε δρ. 3.000 δραχμών, όπερ θα απονεμηθῆ εις την αρίστην εργασίαν. xyxy=(780,1426,1045,1545)
article-paragraph: Οι φοιτηταί Γ. Βελλόπουλος, Δ. Ξηρουχάκης και Π. Νικολάου διορίζονται εις τα γραφεία του Ναυτικού Αρχηγείου. xyxy=(1351,1845,1505,1933)
article-paragraph: Καθ' ά πληροφορούμεθα το Υπουργείον των Εσωτερικών προτίθεται να εξετάσῃ εν τω μέλλοντι το ζήτημα της επεκτάσεως των γραμμών του ηλεκτρικού σιδηροδρόμου μέχρι του Πειραιώς και του Φαλήρου. xyxy=(1351,815,1505,979)
article-paragraph: Και έκτοτε έλαβε το πρόσωπον του Σάρκα την ζωηρότητα και ενθουσιασμόν των νέων ανθρώπων, των οποίων η ψυχή εύκολα εξάπτεται. xyxy=(279,1589,519,1648)
article-paragraph: Τηλεγραφικώς αγγέλλεται εκ Βρυξελλών προς το Αθηναϊκόν Πρακτορείον ότι το Διεθνές Συνέδριον της Ειρήνης ήρχισε τας εργασίας του. Εις την συνδιάσκεψιν, ήτις εγένετο περί του Ναυτικού δικαίου, αι αντιπρόσωποι των 24 χωρών ενέκριναν την σύμβασιν, την αφορώσαν τον προσορισμόν και την Ναυτικήν αλληλοβοήθειαν. xyxy=(780,169,1045,317)
article-paragraph: Περί την μεσημβρίαν της χθες τριμελής επιτροπή εκ των δικηγόρων κ. κ. Λαμπρινού, Παπαποστόλου και Κατσαρονίκου, εκ του δικηγορικού Συλλόγου Καρδίτσης μετέβη εις το Υπουργείον των Οικονομικών και επεσκέφθη τον κ. Ευταξίαν ίνα παρακαλέσῃ να μη καταργηθῆ το Πρωτοδικείον Καρδίτσης. xyxy=(1062,840,1334,959)
article-headline: Η ΕΠΕΚΤΑΣΙΣ ΤΩΝ ΓΡΑΜΜΩΝ xyxy=(1359,745,1497,780)
article-paragraph: Να διακηρύξωμεν ότι ουδείς εχθρός θα ημπορέσῃ να εμποδίσῃ την ελευθερίαν μας. Ο Σάρκας εκεῖ εθυμίαζεν. xyxy=(536,1003,764,1062)
article-paragraph: Ο κ. Ευταξίας έχει σκοπόν να εισαγάγῃ εις την Βουλήν νομοσχέδιον περί καταργήσεως των ποσοστών και αυξήσεως του μισθού των υπαλλήλων, ώστε να δίδωνται ως μισθός οι αρκετοί ένεκα της υπηρεσίας αυτών. xyxy=(1062,695,1334,769)
article-headline: ΤΩΝ ΠΡΩΤΟΔΙΚΕΙΩΝ xyxy=(1121,802,1275,819)
section-divider xyxy=(780,323,1045,324)
article-headline: ΑΘΗΝΩΝ ΚΑΙ ΠΕΙΡΑΙΩΣ xyxy=(587,1770,713,1783)
article-headline: ΟΜΙΛΙΑΙ ΑΝΑΠΑΥΣΕΩΣ xyxy=(1376,2182,1481,2217)
article-paragraph: Ο Πρίγκηψ επέτρεψεν εν τούτοις να τού δοθῆ προθεσμία έως την εσπέραν. xyxy=(279,392,519,422)
article-paragraph: Η τελευταία αξίωσις ήτο πολύ κατανοητής παράλογος διότι να ληφθῆ υπ' όψιν και μία περίπτωσις ανεφρικτή ανάληψιν. xyxy=(25,1169,262,1228)
article-paragraph: Εις Κηφισιάν και πλησίον εις το Σπροκλείον ενοικιάζεται κτήμα και καλή κατοικία μετά 300 στρεμμάτων και άλλων εκτάσεων ελαιώνων και δενδροφυτειών. Πληροφορίαι οδός Μυλλέρου αρ. 40. xyxy=(536,1630,764,1719)
article-paragraph: Αι λέξεις αυταί εξεφράσθησαν μετά ζέσεως, πλην αι περιστάσεις εποικίλλοντο. xyxy=(279,1112,519,1156)
article-paragraph: Τα άνωθεν γραφεία συνεννοούνται διά τας ζητήσεις των πελατών, ανταποκρίνεται εις τας εξής εργασίας: xyxy=(536,1979,764,2038)
article-paragraph: Η Αγγλία έχει ανάγκην της Ελλάδος. Διότι η Ελλάς είνε η χώρα εις την οποίαν δύναται να στηριχθῆ διά να ανθέξῃ ενώπιον του Ρώσσου. xyxy=(536,765,764,824)
